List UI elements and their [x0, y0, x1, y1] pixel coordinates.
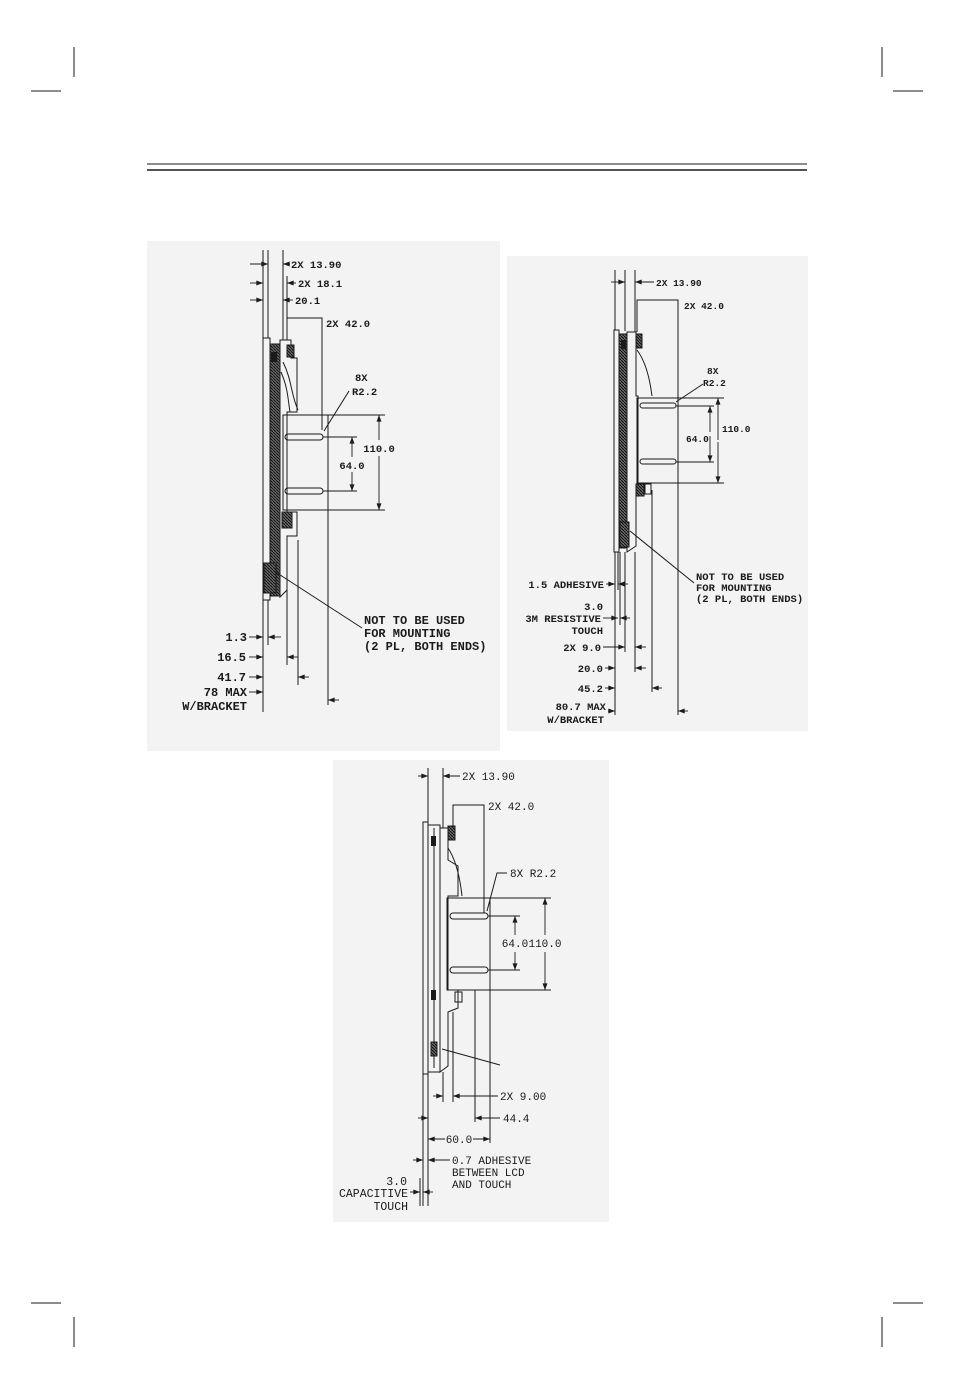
max-depth-qualifier: W/BRACKET: [182, 700, 247, 714]
dim-label-bottom-3: 60.0: [445, 1135, 473, 1147]
dim-label-bottom-1: 2X 9.00: [500, 1092, 547, 1104]
drawing-background: [147, 241, 500, 751]
dim-label-top: 2X 13.90: [656, 278, 702, 289]
screw: [282, 512, 292, 528]
dim-label-plate-height: 110.0: [363, 444, 395, 456]
latch: [431, 1042, 437, 1056]
screw: [636, 484, 644, 496]
drawing-background: [333, 760, 609, 1222]
dim-label-bottom-1: 1.3: [225, 631, 247, 645]
adhesive-line-1: 0.7 ADHESIVE: [452, 1156, 532, 1168]
screw: [448, 826, 455, 840]
dim-label-bracket-offset: 2X 42.0: [326, 319, 371, 331]
max-depth-label: 80.7 MAX: [555, 702, 606, 714]
lcd-panel: [270, 344, 280, 596]
header-rule: [147, 164, 807, 170]
adhesive-line-2: BETWEEN LCD: [452, 1168, 525, 1180]
dim-label-top-1: 2X 13.90: [291, 260, 342, 272]
dim-label-top-2: 2X 18.1: [298, 279, 343, 291]
dim-label-bottom-3: 41.7: [217, 671, 246, 685]
lcd-panel: [619, 334, 627, 548]
dim-label-bracket-offset: 2X 42.0: [684, 301, 724, 312]
slot-radius-label: R2.2: [703, 378, 726, 389]
touch-type-label: 3M RESISTIVE: [525, 614, 601, 626]
note-line-3: (2 PL, BOTH ENDS): [364, 640, 487, 654]
adhesive-line-3: AND TOUCH: [452, 1180, 512, 1192]
dim-label-slot-spacing: 64.0: [339, 461, 365, 473]
note-line-3: (2 PL, BOTH ENDS): [696, 594, 804, 606]
dim-label-bottom-2: 16.5: [217, 651, 246, 665]
dim-label-slot-spacing: 64.0: [686, 434, 709, 445]
screw: [271, 352, 277, 362]
dim-label-plate-height: 110.0: [722, 424, 751, 435]
touch-type-label: CAPACITIVE: [338, 1188, 408, 1201]
note-line-1: NOT TO BE USED: [364, 614, 465, 628]
screw: [431, 836, 436, 846]
drawing-top-right: [507, 256, 808, 731]
note-line-1: NOT TO BE USED: [696, 572, 785, 584]
touch-word-label: TOUCH: [571, 626, 603, 638]
touch-thickness-label: 3.0: [584, 602, 603, 614]
touch-thickness-label: 3.0: [386, 1176, 407, 1189]
max-depth-qualifier: W/BRACKET: [547, 715, 604, 727]
max-depth-label: 78 MAX: [203, 686, 247, 700]
slot-radius-count-label: 8X: [355, 373, 368, 385]
slot-radius-label: R2.2: [352, 387, 378, 399]
dim-label-bottom-1: 2X 9.0: [563, 643, 601, 655]
dim-label-top-3: 20.1: [295, 296, 321, 308]
dim-label-slot-spacing: 64.0: [501, 939, 529, 951]
touch-word-label: TOUCH: [373, 1201, 408, 1214]
screw: [636, 334, 642, 348]
drawing-top-left: [147, 241, 500, 751]
screw: [621, 340, 626, 349]
drawing-bottom: [333, 760, 609, 1222]
latch: [264, 563, 276, 593]
dim-label-bottom-2: 20.0: [577, 664, 603, 676]
drawing-background: [507, 256, 808, 731]
dim-label-top: 2X 13.90: [462, 772, 515, 784]
adhesive-label: 1.5 ADHESIVE: [528, 580, 604, 592]
slot-radius-label: 8X R2.2: [510, 869, 557, 881]
screw: [287, 345, 294, 357]
latch: [620, 522, 629, 547]
dim-label-plate-height: 110.0: [528, 939, 562, 951]
dim-label-bracket-offset: 2X 42.0: [488, 802, 535, 814]
dim-label-bottom-2: 44.4: [503, 1114, 530, 1126]
note-line-2: FOR MOUNTING: [364, 627, 451, 641]
slot-radius-count-label: 8X: [707, 366, 719, 377]
screw: [431, 990, 436, 1000]
dim-label-bottom-3: 45.2: [577, 684, 603, 696]
note-line-2: FOR MOUNTING: [696, 583, 772, 595]
